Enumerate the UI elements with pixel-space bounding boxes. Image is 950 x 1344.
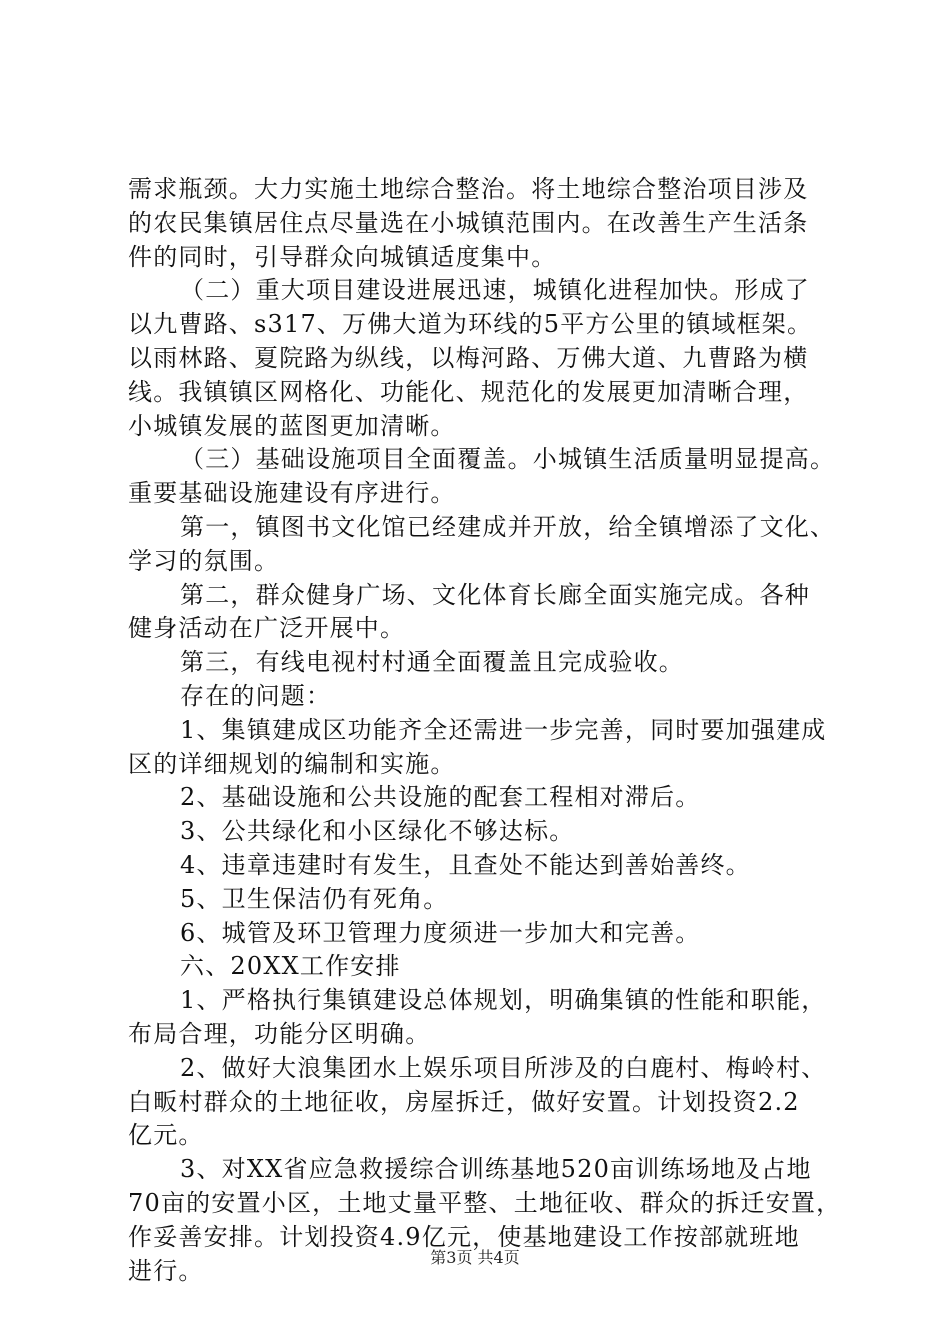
list-item: 2、基础设施和公共设施的配套工程相对滞后。 [180, 783, 701, 812]
text-line: 小城镇发展的蓝图更加清晰。 [128, 411, 456, 440]
text-line: 件的同时，引导群众向城镇适度集中。 [128, 242, 557, 271]
text-line: 重要基础设施建设有序进行。 [128, 479, 456, 508]
text-line: 进行。 [128, 1256, 204, 1285]
list-item: 1、严格执行集镇建设总体规划，明确集镇的性能和职能， [180, 986, 827, 1015]
list-item: 3、公共绿化和小区绿化不够达标。 [180, 817, 575, 846]
text-line: 区的详细规划的编制和实施。 [128, 749, 456, 778]
text-line: 以雨林路、夏院路为纵线，以梅河路、万佛大道、九曹路为横 [128, 343, 809, 372]
list-item: 6、城管及环卫管理力度须进一步加大和完善。 [180, 918, 701, 947]
list-item: 1、集镇建成区功能齐全还需进一步完善，同时要加强建成 [180, 715, 827, 744]
text-line: 白畈村群众的土地征收，房屋拆迁，做好安置。计划投资2.2 [128, 1087, 800, 1116]
text-line: 亿元。 [128, 1121, 204, 1150]
text-line: 以九曹路、s317、万佛大道为环线的5平方公里的镇域框架。 [128, 310, 813, 339]
text-line: 线。我镇镇区网格化、功能化、规范化的发展更加清晰合理， [128, 377, 809, 406]
text-line: 作妥善安排。计划投资4.9亿元，使基地建设工作按部就班地 [128, 1222, 800, 1251]
text-line: 布局合理，功能分区明确。 [128, 1019, 431, 1048]
list-item: 3、对XX省应急救援综合训练基地520亩训练场地及占地 [180, 1155, 812, 1184]
section-heading: 六、20XX工作安排 [180, 952, 401, 981]
list-item: 4、违章违建时有发生，且查处不能达到善始善终。 [180, 850, 751, 879]
list-item: 第三，有线电视村村通全面覆盖且完成验收。 [180, 648, 684, 677]
list-item: 5、卫生保洁仍有死角。 [180, 884, 449, 913]
list-item: 2、做好大浪集团水上娱乐项目所涉及的白鹿村、梅岭村、 [180, 1053, 827, 1082]
text-line: 的农民集镇居住点尽量选在小城镇范围内。在改善生产生活条 [128, 208, 809, 237]
text-line: 70亩的安置小区，土地丈量平整、土地征收、群众的拆迁安置， [128, 1188, 842, 1217]
page-footer: 第3页 共4页 [430, 1248, 520, 1267]
list-item: 第二，群众健身广场、文化体育长廊全面实施完成。各种 [180, 580, 810, 609]
document-body [128, 173, 843, 1288]
section-heading: 存在的问题： [180, 681, 332, 710]
text-line: 学习的氛围。 [128, 546, 280, 575]
text-line: 需求瓶颈。大力实施土地综合整治。将土地综合整治项目涉及 [128, 175, 809, 203]
list-item: 第一，镇图书文化馆已经建成并开放，给全镇增添了文化、 [180, 512, 836, 541]
text-line: 健身活动在广泛开展中。 [128, 614, 406, 643]
paragraph-heading: （三）基础设施项目全面覆盖。小城镇生活质量明显提高。 [180, 445, 836, 474]
paragraph-heading: （二）重大项目建设进展迅速，城镇化进程加快。形成了 [180, 276, 810, 305]
